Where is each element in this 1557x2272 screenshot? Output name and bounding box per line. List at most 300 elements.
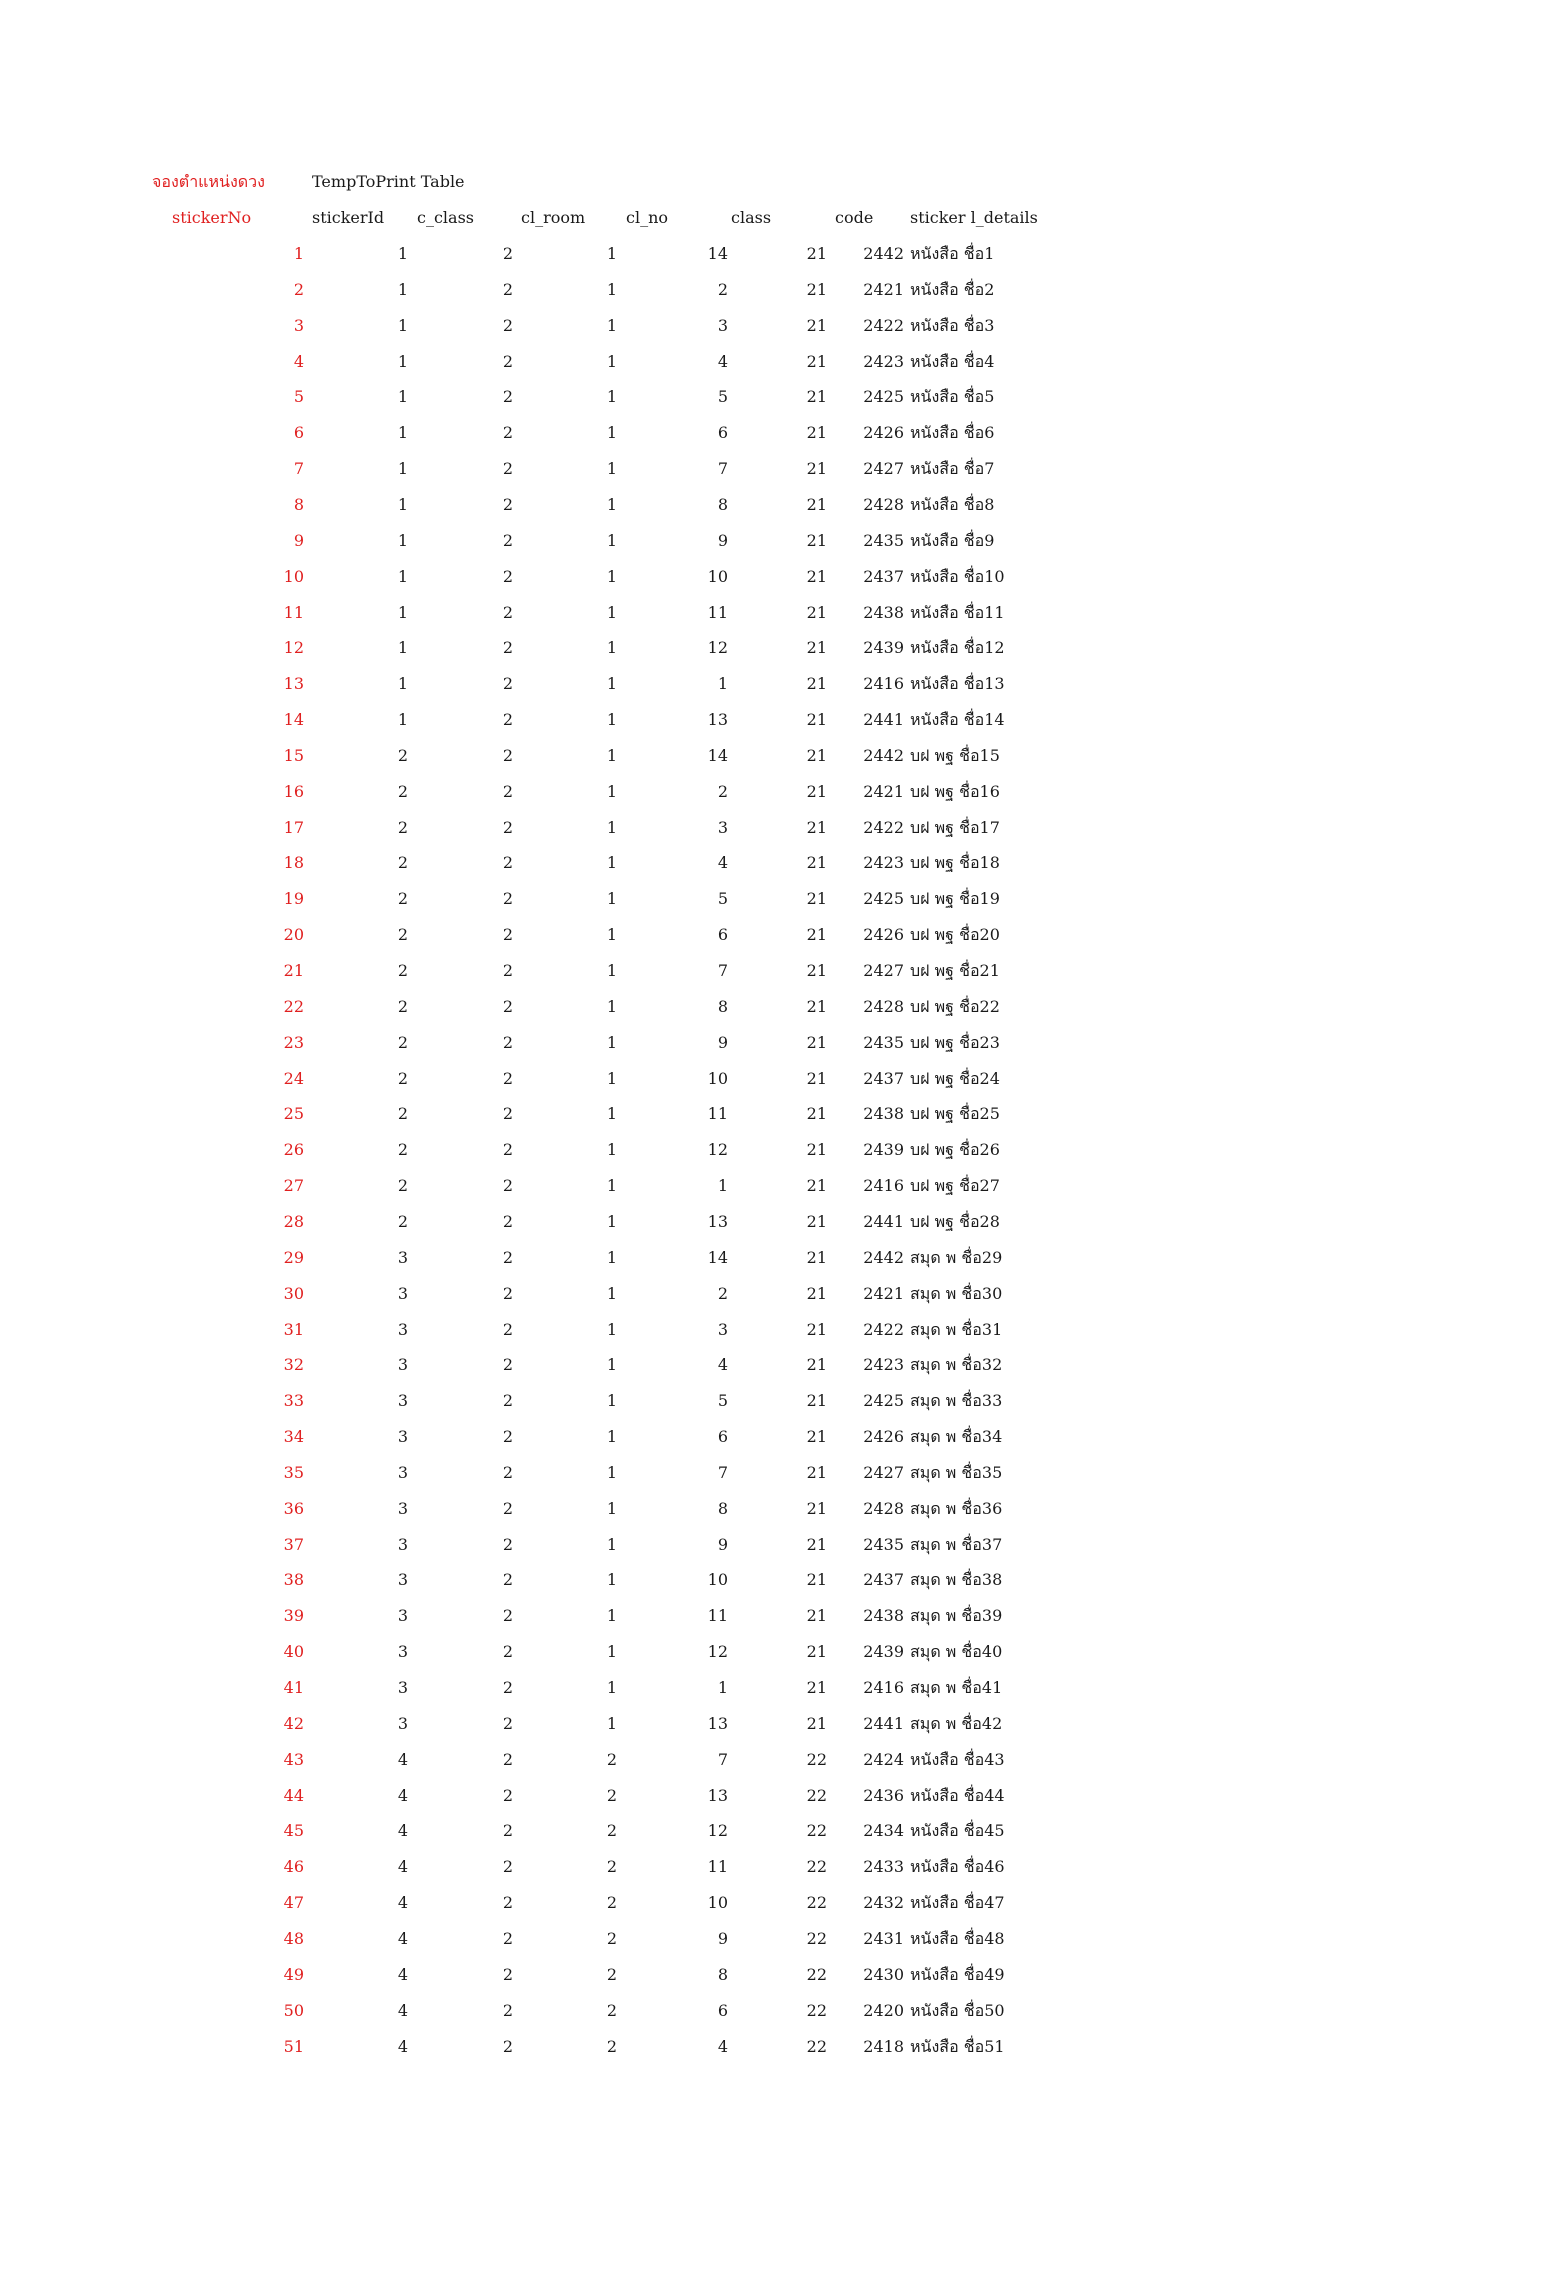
cell-sticker-no: 49 bbox=[283, 1964, 304, 1984]
cell-class: 21 bbox=[806, 853, 827, 873]
cell-class: 21 bbox=[806, 1104, 827, 1124]
cell-cl-no: 8 bbox=[717, 1964, 728, 1984]
cell-sticker-no: 42 bbox=[283, 1713, 304, 1733]
cell-cl-room: 1 bbox=[606, 1642, 618, 1662]
cell-sticker-id: 4 bbox=[397, 1893, 409, 1913]
cell-sticker-no: 48 bbox=[283, 1928, 304, 1948]
cell-class: 22 bbox=[806, 1857, 827, 1877]
cell-sticker-id: 3 bbox=[397, 1247, 409, 1267]
cell-cl-no: 2 bbox=[717, 781, 728, 801]
cell-c-class: 2 bbox=[502, 279, 514, 299]
cell-c-class: 2 bbox=[502, 745, 514, 765]
cell-c-class: 2 bbox=[502, 1785, 514, 1805]
cell-code: 2441 bbox=[863, 1211, 904, 1231]
cell-sticker-no: 3 bbox=[293, 315, 304, 335]
cell-sticker-no: 9 bbox=[293, 530, 304, 550]
cell-c-class: 2 bbox=[502, 351, 514, 371]
cell-details: หนังสือ ชื่อ12 bbox=[910, 638, 1005, 658]
cell-details: บฝ พฐ ชื่อ23 bbox=[910, 1032, 1000, 1052]
cell-sticker-id: 1 bbox=[397, 423, 409, 443]
cell-c-class: 2 bbox=[502, 1032, 514, 1052]
cell-code: 2421 bbox=[863, 279, 904, 299]
cell-sticker-id: 2 bbox=[397, 781, 409, 801]
cell-sticker-no: 41 bbox=[283, 1678, 304, 1697]
cell-cl-room: 2 bbox=[606, 1857, 618, 1877]
cell-cl-no: 6 bbox=[717, 2000, 728, 2020]
cell-cl-no: 9 bbox=[717, 1032, 728, 1052]
cell-cl-room: 1 bbox=[606, 1427, 618, 1447]
cell-details: บฝ พฐ ชื่อ27 bbox=[910, 1176, 1000, 1196]
cell-cl-room: 2 bbox=[606, 2000, 618, 2020]
cell-cl-no: 12 bbox=[707, 638, 728, 658]
cell-sticker-id: 3 bbox=[397, 1678, 409, 1697]
cell-code: 2421 bbox=[863, 781, 904, 801]
cell-details: หนังสือ ชื่อ7 bbox=[910, 459, 995, 479]
cell-sticker-no: 38 bbox=[283, 1570, 304, 1590]
cell-sticker-id: 1 bbox=[397, 315, 409, 335]
cell-c-class: 2 bbox=[502, 2000, 514, 2020]
cell-sticker-id: 2 bbox=[397, 1140, 409, 1160]
cell-c-class: 2 bbox=[502, 602, 514, 622]
cell-sticker-id: 1 bbox=[397, 602, 409, 622]
cell-c-class: 2 bbox=[502, 1104, 514, 1124]
cell-sticker-id: 4 bbox=[397, 1928, 409, 1948]
cell-class: 21 bbox=[806, 745, 827, 765]
cell-code: 2442 bbox=[863, 745, 904, 765]
cell-details: หนังสือ ชื่อ2 bbox=[910, 279, 995, 299]
cell-code: 2416 bbox=[863, 1176, 904, 1196]
cell-sticker-no: 17 bbox=[283, 817, 304, 837]
cell-details: หนังสือ ชื่อ48 bbox=[910, 1928, 1005, 1948]
cell-cl-room: 1 bbox=[606, 1462, 618, 1482]
cell-details: บฝ พฐ ชื่อ18 bbox=[910, 853, 1000, 873]
cell-cl-room: 1 bbox=[606, 602, 618, 622]
cell-class: 21 bbox=[806, 1534, 827, 1554]
cell-cl-no: 9 bbox=[717, 530, 728, 550]
cell-cl-room: 1 bbox=[606, 1570, 618, 1590]
header-cl-no: cl_no bbox=[626, 208, 669, 227]
cell-details: หนังสือ ชื่อ8 bbox=[910, 494, 995, 514]
cell-cl-no: 13 bbox=[707, 710, 728, 730]
cell-details: หนังสือ ชื่อ1 bbox=[910, 244, 995, 263]
cell-class: 21 bbox=[806, 638, 827, 658]
cell-details: สมุด พ ชื่อ42 bbox=[910, 1713, 1003, 1733]
cell-class: 21 bbox=[806, 1283, 827, 1303]
cell-cl-room: 1 bbox=[606, 1211, 618, 1231]
cell-cl-no: 10 bbox=[707, 566, 728, 586]
cell-sticker-no: 37 bbox=[283, 1534, 304, 1554]
cell-class: 22 bbox=[806, 1749, 827, 1769]
cell-c-class: 2 bbox=[502, 710, 514, 730]
cell-sticker-id: 1 bbox=[397, 638, 409, 658]
header-cl-room: cl_room bbox=[521, 208, 586, 227]
cell-cl-no: 4 bbox=[717, 2036, 728, 2056]
cell-details: สมุด พ ชื่อ40 bbox=[910, 1642, 1003, 1662]
cell-details: บฝ พฐ ชื่อ17 bbox=[910, 817, 1000, 837]
cell-cl-room: 1 bbox=[606, 1283, 618, 1303]
cell-c-class: 2 bbox=[502, 638, 514, 658]
cell-sticker-no: 15 bbox=[283, 745, 304, 765]
cell-c-class: 2 bbox=[502, 1211, 514, 1231]
cell-cl-no: 6 bbox=[717, 925, 728, 945]
cell-class: 21 bbox=[806, 710, 827, 730]
cell-class: 21 bbox=[806, 351, 827, 371]
cell-code: 2423 bbox=[863, 351, 904, 371]
cell-sticker-id: 2 bbox=[397, 853, 409, 873]
cell-sticker-no: 47 bbox=[283, 1893, 304, 1913]
cell-c-class: 2 bbox=[502, 244, 514, 263]
cell-code: 2427 bbox=[863, 459, 904, 479]
cell-class: 21 bbox=[806, 781, 827, 801]
cell-details: หนังสือ ชื่อ49 bbox=[910, 1964, 1005, 1984]
cell-class: 21 bbox=[806, 1319, 827, 1339]
cell-sticker-id: 1 bbox=[397, 494, 409, 514]
table-name-label: TempToPrint Table bbox=[312, 172, 465, 191]
cell-cl-room: 1 bbox=[606, 1713, 618, 1733]
cell-c-class: 2 bbox=[502, 1355, 514, 1375]
cell-class: 21 bbox=[806, 1570, 827, 1590]
cell-class: 21 bbox=[806, 1068, 827, 1088]
cell-c-class: 2 bbox=[502, 996, 514, 1016]
cell-details: หนังสือ ชื่อ3 bbox=[910, 315, 995, 335]
cell-code: 2430 bbox=[863, 1964, 904, 1984]
cell-code: 2425 bbox=[863, 889, 904, 909]
cell-sticker-no: 10 bbox=[283, 566, 304, 586]
cell-code: 2423 bbox=[863, 1355, 904, 1375]
cell-sticker-id: 3 bbox=[397, 1283, 409, 1303]
cell-class: 22 bbox=[806, 1893, 827, 1913]
cell-cl-no: 2 bbox=[717, 279, 728, 299]
cell-cl-room: 1 bbox=[606, 817, 618, 837]
cell-sticker-id: 1 bbox=[397, 674, 409, 694]
cell-cl-room: 1 bbox=[606, 315, 618, 335]
header-c-class: c_class bbox=[417, 208, 474, 227]
cell-cl-no: 8 bbox=[717, 1498, 728, 1518]
cell-cl-room: 1 bbox=[606, 996, 618, 1016]
cell-details: สมุด พ ชื่อ31 bbox=[910, 1319, 1003, 1339]
cell-sticker-no: 39 bbox=[283, 1606, 304, 1626]
cell-sticker-id: 3 bbox=[397, 1498, 409, 1518]
cell-c-class: 2 bbox=[502, 2036, 514, 2056]
cell-c-class: 2 bbox=[502, 1678, 514, 1697]
cell-class: 21 bbox=[806, 817, 827, 837]
cell-cl-no: 14 bbox=[707, 1247, 728, 1267]
cell-cl-room: 1 bbox=[606, 423, 618, 443]
cell-sticker-id: 1 bbox=[397, 244, 409, 263]
cell-sticker-id: 4 bbox=[397, 2000, 409, 2020]
cell-cl-no: 9 bbox=[717, 1534, 728, 1554]
cell-details: หนังสือ ชื่อ51 bbox=[910, 2036, 1005, 2056]
cell-class: 21 bbox=[806, 961, 827, 980]
cell-class: 21 bbox=[806, 279, 827, 299]
cell-c-class: 2 bbox=[502, 1247, 514, 1267]
cell-c-class: 2 bbox=[502, 1068, 514, 1088]
cell-sticker-no: 43 bbox=[283, 1749, 304, 1769]
cell-code: 2422 bbox=[863, 315, 904, 335]
cell-code: 2428 bbox=[863, 996, 904, 1016]
cell-sticker-no: 14 bbox=[283, 710, 304, 730]
cell-c-class: 2 bbox=[502, 961, 514, 980]
cell-sticker-no: 32 bbox=[283, 1355, 304, 1375]
cell-code: 2425 bbox=[863, 1391, 904, 1411]
cell-cl-room: 1 bbox=[606, 1104, 618, 1124]
cell-sticker-id: 4 bbox=[397, 1857, 409, 1877]
cell-cl-no: 1 bbox=[717, 674, 728, 694]
cell-cl-room: 1 bbox=[606, 1176, 618, 1196]
cell-cl-room: 2 bbox=[606, 1928, 618, 1948]
cell-cl-no: 7 bbox=[717, 459, 728, 479]
cell-sticker-id: 2 bbox=[397, 817, 409, 837]
cell-sticker-no: 40 bbox=[283, 1642, 304, 1662]
cell-sticker-id: 2 bbox=[397, 1032, 409, 1052]
cell-details: หนังสือ ชื่อ13 bbox=[910, 674, 1005, 694]
cell-sticker-no: 13 bbox=[283, 674, 304, 694]
cell-code: 2428 bbox=[863, 1498, 904, 1518]
cell-c-class: 2 bbox=[502, 1642, 514, 1662]
cell-sticker-no: 51 bbox=[283, 2036, 304, 2056]
title-label: จองตำแหน่งดวง bbox=[152, 172, 265, 191]
cell-sticker-no: 11 bbox=[283, 602, 304, 622]
cell-class: 21 bbox=[806, 494, 827, 514]
cell-class: 21 bbox=[806, 1211, 827, 1231]
cell-class: 21 bbox=[806, 1462, 827, 1482]
cell-cl-no: 4 bbox=[717, 853, 728, 873]
cell-cl-room: 1 bbox=[606, 1319, 618, 1339]
cell-sticker-no: 46 bbox=[283, 1857, 304, 1877]
cell-sticker-no: 12 bbox=[283, 638, 304, 658]
cell-sticker-id: 3 bbox=[397, 1606, 409, 1626]
cell-c-class: 2 bbox=[502, 1606, 514, 1626]
cell-sticker-id: 4 bbox=[397, 2036, 409, 2056]
cell-cl-no: 9 bbox=[717, 1928, 728, 1948]
cell-c-class: 2 bbox=[502, 817, 514, 837]
cell-cl-room: 1 bbox=[606, 566, 618, 586]
cell-cl-no: 2 bbox=[717, 1283, 728, 1303]
header-stickerNo: stickerNo bbox=[172, 208, 252, 227]
cell-details: สมุด พ ชื่อ36 bbox=[910, 1498, 1003, 1518]
cell-sticker-no: 24 bbox=[283, 1068, 304, 1088]
cell-code: 2426 bbox=[863, 925, 904, 945]
header-stickerId: stickerId bbox=[312, 208, 385, 227]
cell-class: 21 bbox=[806, 315, 827, 335]
cell-code: 2441 bbox=[863, 710, 904, 730]
cell-sticker-no: 4 bbox=[293, 351, 304, 371]
cell-cl-room: 1 bbox=[606, 781, 618, 801]
cell-cl-no: 7 bbox=[717, 961, 728, 980]
cell-c-class: 2 bbox=[502, 530, 514, 550]
cell-sticker-no: 44 bbox=[283, 1785, 304, 1805]
cell-sticker-id: 3 bbox=[397, 1570, 409, 1590]
cell-code: 2426 bbox=[863, 1427, 904, 1447]
cell-cl-no: 1 bbox=[717, 1678, 728, 1697]
cell-cl-room: 1 bbox=[606, 351, 618, 371]
cell-sticker-id: 1 bbox=[397, 710, 409, 730]
cell-cl-no: 4 bbox=[717, 1355, 728, 1375]
cell-class: 21 bbox=[806, 1247, 827, 1267]
cell-code: 2416 bbox=[863, 674, 904, 694]
cell-code: 2439 bbox=[863, 1140, 904, 1160]
cell-details: บฝ พฐ ชื่อ19 bbox=[910, 889, 1000, 909]
cell-details: บฝ พฐ ชื่อ26 bbox=[910, 1140, 1000, 1160]
cell-cl-no: 8 bbox=[717, 494, 728, 514]
cell-code: 2436 bbox=[863, 1785, 904, 1805]
cell-code: 2437 bbox=[863, 566, 904, 586]
cell-cl-no: 14 bbox=[707, 244, 728, 263]
cell-sticker-id: 2 bbox=[397, 1068, 409, 1088]
cell-details: หนังสือ ชื่อ6 bbox=[910, 423, 995, 443]
cell-cl-room: 1 bbox=[606, 1247, 618, 1267]
cell-cl-room: 2 bbox=[606, 1964, 618, 1984]
cell-details: หนังสือ ชื่อ14 bbox=[910, 710, 1005, 730]
cell-sticker-no: 31 bbox=[283, 1319, 304, 1339]
cell-class: 21 bbox=[806, 530, 827, 550]
cell-c-class: 2 bbox=[502, 387, 514, 407]
cell-sticker-id: 1 bbox=[397, 279, 409, 299]
cell-c-class: 2 bbox=[502, 853, 514, 873]
cell-details: หนังสือ ชื่อ43 bbox=[910, 1749, 1005, 1769]
cell-sticker-id: 2 bbox=[397, 889, 409, 909]
cell-details: หนังสือ ชื่อ10 bbox=[910, 566, 1005, 586]
cell-cl-no: 12 bbox=[707, 1140, 728, 1160]
cell-details: บฝ พฐ ชื่อ16 bbox=[910, 781, 1000, 801]
cell-code: 2435 bbox=[863, 1032, 904, 1052]
cell-class: 21 bbox=[806, 387, 827, 407]
cell-sticker-no: 35 bbox=[283, 1462, 304, 1482]
cell-class: 22 bbox=[806, 2000, 827, 2020]
cell-sticker-id: 3 bbox=[397, 1427, 409, 1447]
cell-class: 21 bbox=[806, 1642, 827, 1662]
cell-code: 2438 bbox=[863, 1104, 904, 1124]
cell-c-class: 2 bbox=[502, 1713, 514, 1733]
cell-class: 22 bbox=[806, 1964, 827, 1984]
cell-cl-no: 3 bbox=[717, 1319, 728, 1339]
cell-cl-room: 1 bbox=[606, 1534, 618, 1554]
cell-details: หนังสือ ชื่อ45 bbox=[910, 1821, 1005, 1841]
cell-details: สมุด พ ชื่อ32 bbox=[910, 1355, 1003, 1375]
cell-sticker-id: 3 bbox=[397, 1642, 409, 1662]
cell-code: 2432 bbox=[863, 1893, 904, 1913]
cell-code: 2428 bbox=[863, 494, 904, 514]
cell-class: 21 bbox=[806, 1427, 827, 1447]
cell-sticker-id: 3 bbox=[397, 1713, 409, 1733]
cell-sticker-id: 1 bbox=[397, 387, 409, 407]
cell-cl-room: 1 bbox=[606, 1068, 618, 1088]
cell-c-class: 2 bbox=[502, 1857, 514, 1877]
cell-details: หนังสือ ชื่อ50 bbox=[910, 2000, 1005, 2020]
cell-details: หนังสือ ชื่อ5 bbox=[910, 387, 995, 407]
cell-details: สมุด พ ชื่อ30 bbox=[910, 1283, 1003, 1303]
cell-sticker-id: 3 bbox=[397, 1355, 409, 1375]
cell-sticker-id: 2 bbox=[397, 925, 409, 945]
cell-cl-room: 1 bbox=[606, 961, 618, 980]
cell-cl-no: 6 bbox=[717, 1427, 728, 1447]
cell-class: 21 bbox=[806, 889, 827, 909]
cell-cl-no: 4 bbox=[717, 351, 728, 371]
cell-cl-room: 1 bbox=[606, 530, 618, 550]
cell-sticker-id: 4 bbox=[397, 1749, 409, 1769]
cell-sticker-no: 45 bbox=[283, 1821, 304, 1841]
cell-class: 22 bbox=[806, 1785, 827, 1805]
cell-code: 2441 bbox=[863, 1713, 904, 1733]
cell-code: 2425 bbox=[863, 387, 904, 407]
cell-details: บฝ พฐ ชื่อ25 bbox=[910, 1104, 1000, 1124]
cell-c-class: 2 bbox=[502, 1319, 514, 1339]
cell-details: บฝ พฐ ชื่อ15 bbox=[910, 745, 1000, 765]
cell-sticker-id: 3 bbox=[397, 1319, 409, 1339]
cell-code: 2424 bbox=[863, 1749, 904, 1769]
cell-sticker-id: 1 bbox=[397, 351, 409, 371]
cell-c-class: 2 bbox=[502, 1498, 514, 1518]
cell-cl-room: 2 bbox=[606, 2036, 618, 2056]
cell-cl-no: 10 bbox=[707, 1068, 728, 1088]
cell-cl-room: 1 bbox=[606, 1606, 618, 1626]
cell-details: สมุด พ ชื่อ37 bbox=[910, 1534, 1003, 1554]
cell-cl-room: 2 bbox=[606, 1749, 618, 1769]
cell-class: 21 bbox=[806, 602, 827, 622]
cell-c-class: 2 bbox=[502, 674, 514, 694]
cell-cl-no: 8 bbox=[717, 996, 728, 1016]
cell-c-class: 2 bbox=[502, 423, 514, 443]
cell-details: บฝ พฐ ชื่อ22 bbox=[910, 996, 1000, 1016]
cell-cl-room: 1 bbox=[606, 1032, 618, 1052]
cell-cl-room: 1 bbox=[606, 1678, 618, 1697]
cell-c-class: 2 bbox=[502, 1893, 514, 1913]
cell-details: หนังสือ ชื่อ4 bbox=[910, 351, 995, 371]
cell-c-class: 2 bbox=[502, 925, 514, 945]
cell-cl-no: 13 bbox=[707, 1713, 728, 1733]
cell-code: 2426 bbox=[863, 423, 904, 443]
cell-sticker-no: 30 bbox=[283, 1283, 304, 1303]
cell-sticker-no: 21 bbox=[283, 961, 304, 980]
cell-code: 2435 bbox=[863, 530, 904, 550]
cell-details: บฝ พฐ ชื่อ20 bbox=[910, 925, 1000, 945]
cell-cl-no: 1 bbox=[717, 1176, 728, 1196]
cell-class: 21 bbox=[806, 1032, 827, 1052]
cell-cl-room: 1 bbox=[606, 1355, 618, 1375]
cell-cl-no: 14 bbox=[707, 745, 728, 765]
cell-cl-no: 3 bbox=[717, 315, 728, 335]
cell-details: หนังสือ ชื่อ11 bbox=[910, 602, 1005, 622]
cell-class: 21 bbox=[806, 566, 827, 586]
cell-cl-no: 11 bbox=[707, 602, 728, 622]
cell-c-class: 2 bbox=[502, 1821, 514, 1841]
cell-details: สมุด พ ชื่อ33 bbox=[910, 1391, 1003, 1411]
cell-sticker-no: 36 bbox=[283, 1498, 304, 1518]
cell-details: สมุด พ ชื่อ41 bbox=[910, 1678, 1003, 1697]
cell-c-class: 2 bbox=[502, 1964, 514, 1984]
cell-class: 21 bbox=[806, 1678, 827, 1697]
cell-sticker-no: 19 bbox=[283, 889, 304, 909]
cell-cl-no: 7 bbox=[717, 1749, 728, 1769]
cell-cl-no: 5 bbox=[717, 889, 728, 909]
cell-c-class: 2 bbox=[502, 1427, 514, 1447]
cell-c-class: 2 bbox=[502, 1570, 514, 1590]
cell-c-class: 2 bbox=[502, 1176, 514, 1196]
cell-code: 2434 bbox=[863, 1821, 904, 1841]
cell-c-class: 2 bbox=[502, 566, 514, 586]
cell-cl-no: 7 bbox=[717, 1462, 728, 1482]
cell-sticker-no: 28 bbox=[283, 1211, 304, 1231]
cell-details: หนังสือ ชื่อ47 bbox=[910, 1893, 1005, 1913]
cell-c-class: 2 bbox=[502, 1140, 514, 1160]
cell-c-class: 2 bbox=[502, 781, 514, 801]
cell-class: 21 bbox=[806, 1498, 827, 1518]
cell-sticker-id: 3 bbox=[397, 1534, 409, 1554]
cell-code: 2422 bbox=[863, 817, 904, 837]
cell-cl-room: 1 bbox=[606, 853, 618, 873]
cell-cl-room: 1 bbox=[606, 710, 618, 730]
cell-c-class: 2 bbox=[502, 459, 514, 479]
